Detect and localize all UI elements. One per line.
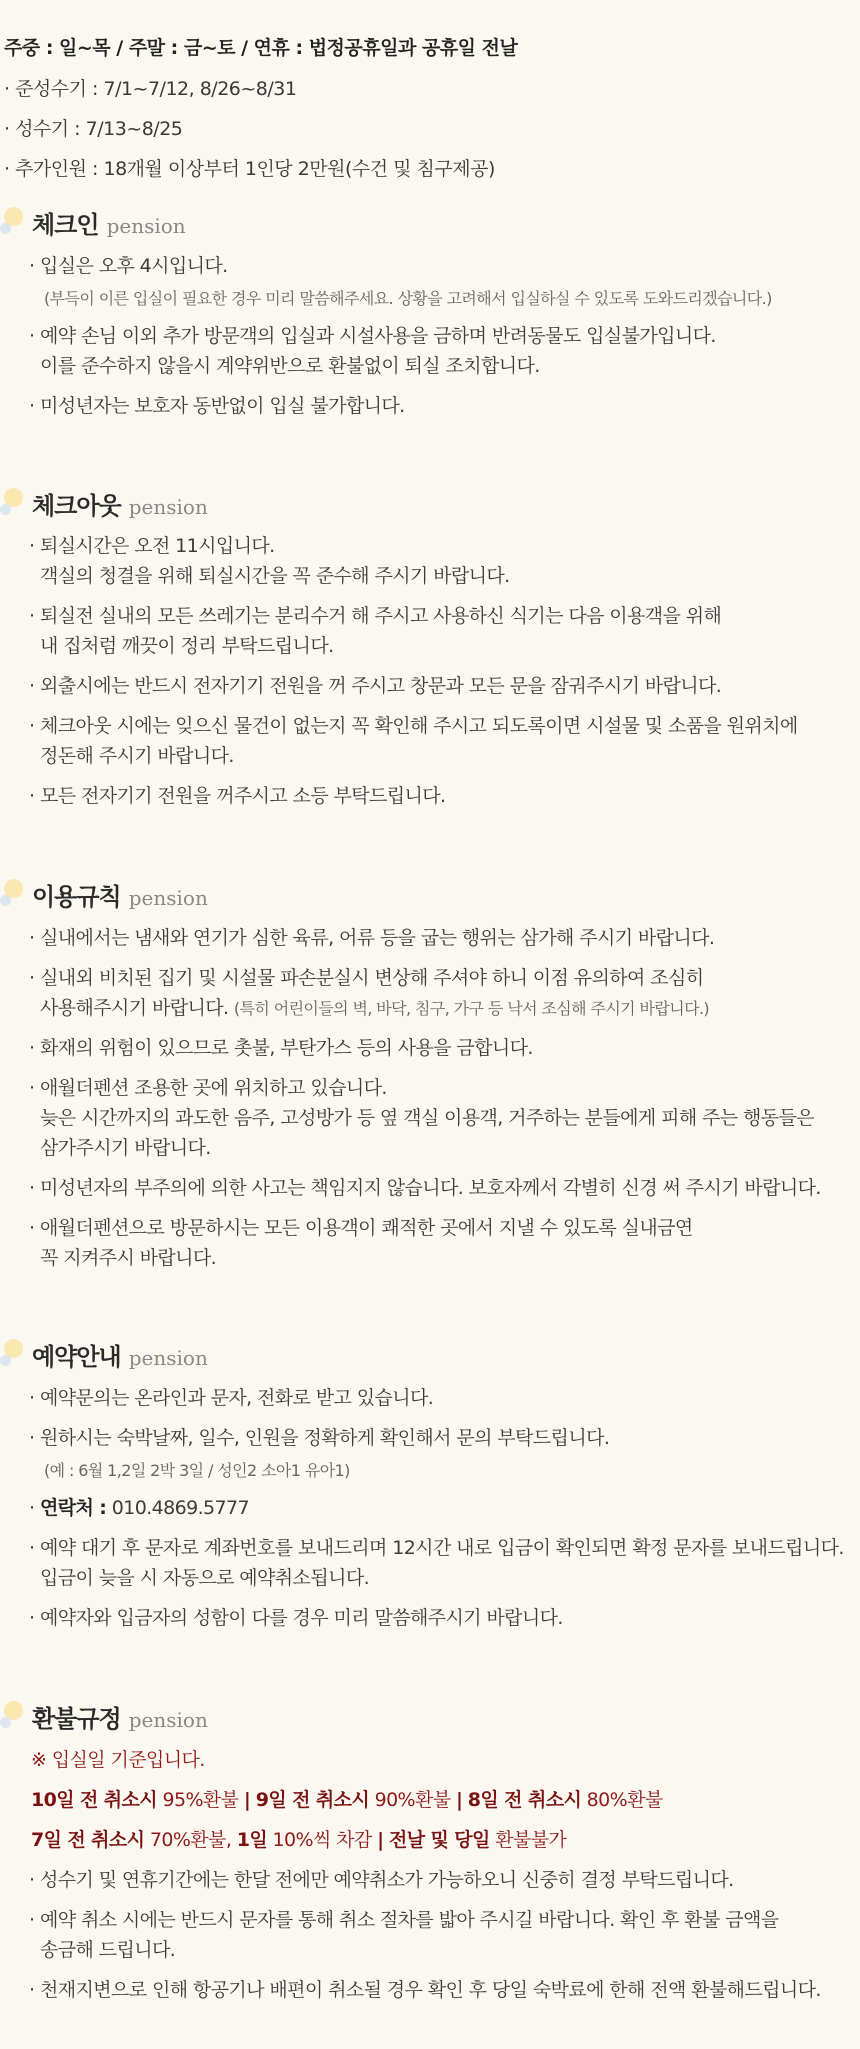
list-item: · 성수기 및 연휴기간에는 한달 전에만 예약취소가 가능하오니 신중히 결정 부탁드립니다. <box>29 1869 734 1891</box>
checkout-heading <box>0 484 860 524</box>
rate-period-line: 주중 : 일~목 / 주말 : 금~토 / 연휴 : 법정공휴일과 공휴일 전날 <box>4 37 518 59</box>
list-item: · 원하시는 숙박날짜, 일수, 인원을 정확하게 확인해서 문의 부탁드립니다. <box>29 1427 610 1449</box>
circle-deco-icon <box>0 1335 30 1369</box>
list-item: · 미성년자의 부주의에 의한 사고는 책임지지 않습니다. 보호자께서 각별히 신경 써 주시기 바랍니다. <box>29 1177 821 1199</box>
circle-deco-icon <box>0 484 30 518</box>
contact-item: · 연락처 : 010.4869.5777 <box>29 1497 249 1519</box>
section-title: 예약안내 pension <box>32 1343 208 1371</box>
list-item: · 예약문의는 온라인과 문자, 전화로 받고 있습니다. <box>29 1387 434 1409</box>
peak-season-line: · 성수기 : 7/13~8/25 <box>4 118 183 140</box>
refund-heading <box>0 1697 860 1737</box>
list-item: · 퇴실시간은 오전 11시입니다. 객실의 청결을 위해 퇴실시간을 꼭 준수해 주시기 바랍니다. <box>29 535 510 587</box>
list-item: · 예약 손님 이외 추가 방문객의 입실과 시설사용을 금하며 반려동물도 입실불가입니다. 이를 준수하지 않을시 계약위반으로 환불없이 퇴실 조치합니다. <box>29 325 716 377</box>
checkin-heading <box>0 203 860 243</box>
rules-section <box>0 875 860 1269</box>
section-title: 이용규칙 pension <box>32 883 208 911</box>
circle-deco-icon <box>0 1697 30 1731</box>
reservation-section <box>0 1335 860 1629</box>
circle-deco-icon <box>0 875 30 909</box>
note-text: (예 : 6월 1,2일 2박 3일 / 성인2 소아1 유아1) <box>44 1461 350 1480</box>
section-title: 체크아웃 pension <box>32 492 208 520</box>
reservation-heading <box>0 1335 860 1375</box>
list-item: · 체크아웃 시에는 잊으신 물건이 없는지 꼭 확인해 주시고 되도록이면 시설물 및 소품을 원위치에 정돈해 주시기 바랍니다. <box>29 715 798 767</box>
list-item: · 예약자와 입금자의 성함이 다를 경우 미리 말씀해주시기 바랍니다. <box>29 1607 563 1629</box>
refund-rate-line: 10일 전 취소시 95%환불 | 9일 전 취소시 90%환불 | 8일 전 취소시 80%환불 <box>31 1789 663 1811</box>
extra-person-line: · 추가인원 : 18개월 이상부터 1인당 2만원(수건 및 침구제공) <box>4 158 495 180</box>
list-item: · 퇴실전 실내의 모든 쓰레기는 분리수거 해 주시고 사용하신 식기는 다음 이용객을 위해 내 집처럼 깨끗이 정리 부탁드립니다. <box>29 605 722 657</box>
list-item: · 애월더펜션으로 방문하시는 모든 이용객이 쾌적한 곳에서 지낼 수 있도록 실내금연 꼭 지켜주시 바랍니다. <box>29 1217 693 1269</box>
circle-deco-icon <box>0 203 30 237</box>
list-item: · 실내외 비치된 집기 및 시설물 파손분실시 변상해 주셔야 하니 이점 유의하여 조심히 사용해주시기 바랍니다. (특히 어린이들의 벽, 바닥, 침구, 가구 등 낙서 조심해 주시기 바랍니다.) <box>29 967 710 1019</box>
list-item: · 외출시에는 반드시 전자기기 전원을 꺼 주시고 창문과 모든 문을 잠궈주시기 바랍니다. <box>29 675 722 697</box>
list-item: · 입실은 오후 4시입니다. <box>29 255 228 277</box>
rules-heading <box>0 875 860 915</box>
list-item: · 예약 취소 시에는 반드시 문자를 통해 취소 절차를 밟아 주시길 바랍니다. 확인 후 환불 금액을 송금해 드립니다. <box>29 1909 779 1961</box>
section-title: 환불규정 pension <box>32 1705 208 1733</box>
note-text: (부득이 이른 입실이 필요한 경우 미리 말씀해주세요. 상황을 고려해서 입실하실 수 있도록 도와드리겠습니다.) <box>44 289 772 308</box>
list-item: · 천재지변으로 인해 항공기나 배편이 취소될 경우 확인 후 당일 숙박료에 한해 전액 환불해드립니다. <box>29 1979 821 2001</box>
checkout-section <box>0 484 860 807</box>
list-item: · 애월더펜션 조용한 곳에 위치하고 있습니다. 늦은 시간까지의 과도한 음주, 고성방가 등 옆 객실 이용객, 거주하는 분들에게 피해 주는 행동들은 삼가주시기 바랍니다. <box>29 1077 815 1159</box>
semi-peak-season-line: · 준성수기 : 7/1~7/12, 8/26~8/31 <box>4 78 297 100</box>
refund-rate-line: 7일 전 취소시 70%환불, 1일 10%씩 차감 | 전날 및 당일 환불불가 <box>31 1829 567 1851</box>
refund-section <box>0 1697 860 2001</box>
section-title: 체크인 pension <box>32 211 186 239</box>
checkin-section <box>0 203 860 417</box>
refund-basis: ※ 입실일 기준입니다. <box>31 1749 205 1771</box>
phone-number[interactable]: 010.4869.5777 <box>111 1497 249 1519</box>
list-item: · 실내에서는 냄새와 연기가 심한 육류, 어류 등을 굽는 행위는 삼가해 주시기 바랍니다. <box>29 927 715 949</box>
list-item: · 화재의 위험이 있으므로 촛불, 부탄가스 등의 사용을 금합니다. <box>29 1037 533 1059</box>
list-item: · 미성년자는 보호자 동반없이 입실 불가합니다. <box>29 395 405 417</box>
list-item: · 예약 대기 후 문자로 계좌번호를 보내드리며 12시간 내로 입금이 확인되면 확정 문자를 보내드립니다. 입금이 늦을 시 자동으로 예약취소됩니다. <box>29 1537 844 1589</box>
list-item: · 모든 전자기기 전원을 꺼주시고 소등 부탁드립니다. <box>29 785 446 807</box>
